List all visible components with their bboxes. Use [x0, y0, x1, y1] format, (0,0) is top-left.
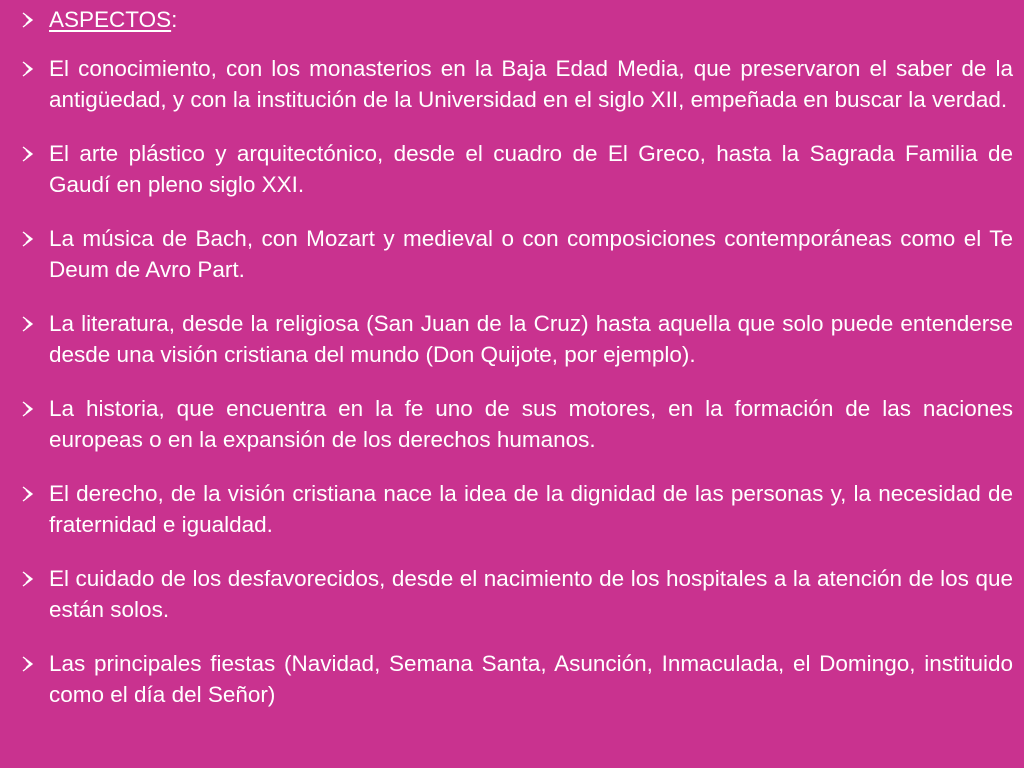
- bullet-text: El derecho, de la visión cristiana nace la idea de la dignidad de las personas y, la necesidad de fraternidad e igualdad.: [49, 481, 1013, 537]
- bullet-item: [22, 478, 1013, 540]
- arrow-bullet-icon: [22, 486, 34, 502]
- bullet-text: La historia, que encuentra en la fe uno de sus motores, en la formación de las naciones europeas o en la expansión de los derechos humanos.: [49, 396, 1013, 452]
- bullet-item: [22, 223, 1013, 285]
- arrow-bullet-icon: [22, 401, 34, 417]
- arrow-bullet-icon: [22, 146, 34, 162]
- bullet-text: El cuidado de los desfavorecidos, desde el nacimiento de los hospitales a la atención de los que están solos.: [49, 566, 1013, 622]
- bullet-item: [22, 648, 1013, 710]
- bullet-text: El conocimiento, con los monasterios en la Baja Edad Media, que preservaron el saber de la antigüedad, y con la institución de la Universidad en el siglo XII, empeñada en buscar la verdad.: [49, 56, 1013, 112]
- bullet-list: [22, 4, 1013, 710]
- bullet-item: [22, 53, 1013, 115]
- arrow-bullet-icon: [22, 571, 34, 587]
- bullet-item: [22, 138, 1013, 200]
- bullet-item: [22, 393, 1013, 455]
- bullet-text: El arte plástico y arquitectónico, desde el cuadro de El Greco, hasta la Sagrada Familia de Gaudí en pleno siglo XXI.: [49, 141, 1013, 197]
- arrow-bullet-icon: [22, 656, 34, 672]
- bullet-item: [22, 563, 1013, 625]
- heading-item: [22, 4, 1013, 35]
- heading-colon: :: [171, 7, 178, 32]
- arrow-bullet-icon: [22, 316, 34, 332]
- heading-title: ASPECTOS: [49, 7, 172, 32]
- arrow-bullet-icon: [22, 231, 34, 247]
- bullet-text: La música de Bach, con Mozart y medieval o con composiciones contemporáneas como el Te Deum de Avro Part.: [49, 226, 1013, 282]
- arrow-bullet-icon: [22, 12, 34, 28]
- bullet-text: Las principales fiestas (Navidad, Semana Santa, Asunción, Inmaculada, el Domingo, instituido como el día del Señor): [49, 651, 1013, 707]
- bullet-item: [22, 308, 1013, 370]
- bullet-text: La literatura, desde la religiosa (San Juan de la Cruz) hasta aquella que solo puede entenderse desde una visión cristiana del mundo (Don Quijote, por ejemplo).: [49, 311, 1013, 367]
- arrow-bullet-icon: [22, 61, 34, 77]
